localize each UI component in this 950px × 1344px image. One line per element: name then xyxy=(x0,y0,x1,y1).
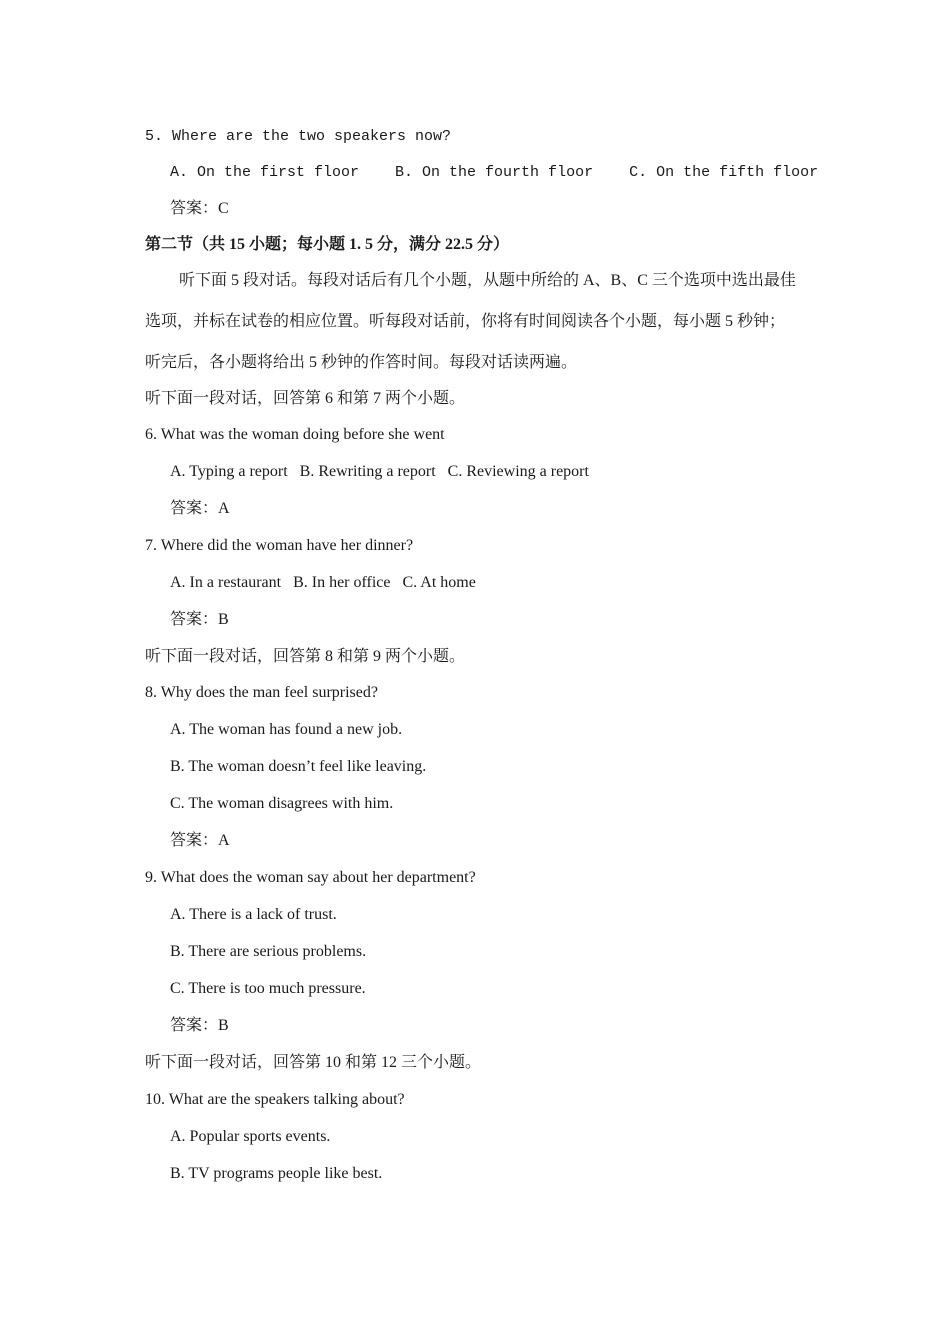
q5-options: A. On the first floor B. On the fourth floor C. On the fifth floor xyxy=(170,164,819,181)
q9-question: 9. What does the woman say about her department? xyxy=(145,869,476,886)
q7-question: 7. Where did the woman have her dinner? xyxy=(145,537,414,554)
q9-option-c: C. There is too much pressure. xyxy=(170,980,366,997)
section2-instructions: 听下面 5 段对话。每段对话后有几个小题，从题中所给的 A、B、C 三个选项中选出最佳选项，并标在试卷的相应位置。听每段对话前，你将有时间阅读各个小题，每小题 5 秒钟；听完后，各小题将给出 5 秒钟的作答时间。每段对话读两遍。 xyxy=(145,272,796,371)
q10-question: 10. What are the speakers talking about? xyxy=(145,1091,405,1108)
q6-question: 6. What was the woman doing before she went xyxy=(145,426,445,443)
dialog3-intro: 听下面一段对话，回答第 10 和第 12 三个小题。 xyxy=(145,1054,482,1071)
q9-option-b: B. There are serious problems. xyxy=(170,943,367,960)
q8-option-c: C. The woman disagrees with him. xyxy=(170,795,394,812)
q8-answer: 答案：A xyxy=(170,832,230,849)
q10-option-b: B. TV programs people like best. xyxy=(170,1165,383,1182)
q5-answer: 答案：C xyxy=(170,200,229,217)
dialog1-intro: 听下面一段对话，回答第 6 和第 7 两个小题。 xyxy=(145,390,466,407)
q9-option-a: A. There is a lack of trust. xyxy=(170,906,337,923)
q9-answer: 答案：B xyxy=(170,1017,229,1034)
q10-option-a: A. Popular sports events. xyxy=(170,1128,331,1145)
section2-heading: 第二节（共 15 小题；每小题 1. 5 分，满分 22.5 分） xyxy=(145,236,510,253)
q6-options: A. Typing a report B. Rewriting a report C. Reviewing a report xyxy=(170,463,589,480)
q8-option-b: B. The woman doesn’t feel like leaving. xyxy=(170,758,427,775)
q7-options: A. In a restaurant B. In her office C. At home xyxy=(170,574,476,591)
q8-question: 8. Why does the man feel surprised? xyxy=(145,684,378,701)
q7-answer: 答案：B xyxy=(170,611,229,628)
q5-question: 5. Where are the two speakers now? xyxy=(145,128,452,145)
q8-option-a: A. The woman has found a new job. xyxy=(170,721,403,738)
q6-answer: 答案：A xyxy=(170,500,230,517)
dialog2-intro: 听下面一段对话，回答第 8 和第 9 两个小题。 xyxy=(145,648,466,665)
